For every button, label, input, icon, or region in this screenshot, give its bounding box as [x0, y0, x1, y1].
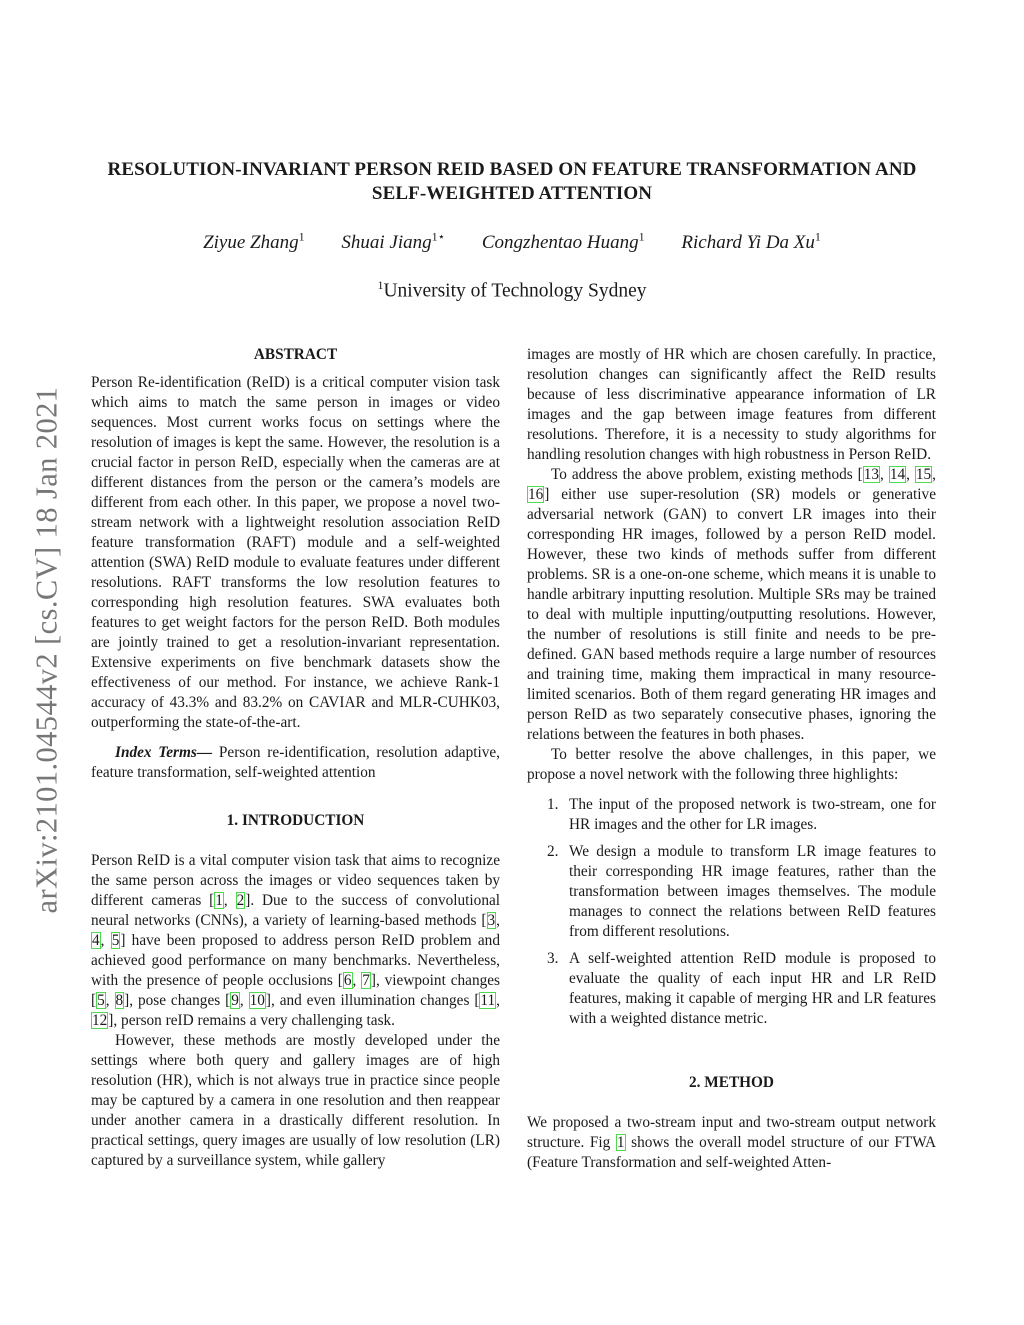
citation-link[interactable]: 7 [362, 972, 370, 989]
author-list [80, 230, 944, 254]
intro-heading: 1. INTRODUCTION [226, 812, 365, 829]
author: Richard Yi Da Xu$^1$ [681, 230, 821, 254]
abstract-text: Person Re-identification (ReID) is a critical computer vision task which aims to match the same person in images or video sequences. Most current works focus on settings where the resolution of images is kept the same. However, the resolution is a crucial factor in person ReID, especially when the cameras are at different distances from the person or the camera’s models are different from each other. In this paper, we propose a novel two-stream network with a lightweight resolution association ReID feature transformation (RAFT) module and a self-weighted attention (SWA) ReID module to evaluate features under different resolutions. RAFT transforms the low resolution features to corresponding high resolution features. SWA evaluates both features to get weight factors for the person ReID. Both modules are jointly trained to get a resolution-invariant representation. Extensive experiments on five benchmark datasets show the effectiveness of our method. For instance, we achieve Rank-1 accuracy of 43.3% and 83.2% on CAVIAR and MLR-CUHK03, outperforming the state-of-the-art. [91, 374, 500, 731]
intro-paragraph-5: To better resolve the above challenges, in this paper, we propose a novel network with the following three highlights: [527, 746, 936, 783]
method-paragraph-1: We proposed a two-stream input and two-stream output network structure. Fig 1 shows the overall model structure of our FTWA (Feature Transformation and self-weighted Atten- [527, 1114, 936, 1171]
highlights-list [527, 795, 936, 1029]
arxiv-side-label: arXiv:2101.04544v2 [cs.CV] 18 Jan 2021 [29, 386, 64, 914]
list-item: 3. A self-weighted attention ReID module is proposed to evaluate the quality of each input HR and LR ReID features, making it capable of merging HR and LR features with a weighted distance metric. [547, 950, 936, 1027]
citation-link[interactable]: 14 [889, 466, 906, 483]
title-line-2: SELF-WEIGHTED ATTENTION [371, 183, 653, 204]
citation-link[interactable]: 5 [111, 932, 120, 949]
citation-link[interactable]: 5 [97, 992, 105, 1009]
intro-paragraph-2: However, these methods are mostly developed under the settings where both query and gallery images are of high resolution (HR), which is not always true in practice since people may be captured by a camera in one resolution and then reappear under another camera in a drastically different resolution. In practical settings, query images are usually of low resolution (LR) captured by a surveillance system, while gallery [91, 1032, 500, 1169]
citation-link[interactable]: 4 [92, 932, 100, 949]
intro-paragraph-1: Person ReID is a vital computer vision task that aims to recognize the same person across the images or video sequences taken by different cameras [1, 2]. Due to the success of convolutional neural networks (CNNs), a variety of learning-based methods [3, 4, 5] have been proposed to address person ReID problem and achieved good performance on many benchmarks. Nevertheless, with the presence of people occlusions [6, 7], viewpoint changes [5, 8], pose changes [9, 10], and even illumination changes [11, 12], person reID remains a very challenging task. [91, 852, 501, 1029]
citation-link[interactable]: 1 [215, 892, 223, 909]
citation-link[interactable]: 12 [92, 1012, 108, 1029]
citation-link[interactable]: 15 [915, 466, 932, 483]
paper-title [80, 158, 944, 206]
author: Shuai Jiang$^{1⋆}$ [341, 230, 446, 254]
citation-link[interactable]: 13 [863, 466, 880, 483]
abstract-heading: ABSTRACT [253, 346, 338, 363]
author: Congzhentao Huang$^1$ [481, 230, 645, 254]
citation-link[interactable]: 2 [236, 892, 245, 909]
figure-link[interactable]: 1 [616, 1134, 625, 1151]
citation-link[interactable]: 3 [487, 912, 496, 929]
list-item: 1. The input of the proposed network is two-stream, one for HR images and the other for LR images. [547, 796, 936, 833]
left-column [91, 345, 500, 1171]
intro-paragraph-4: To address the above problem, existing methods [13, 14, 15, 16] either use super-resolution (SR) models or generative adversarial network (GAN) to convert LR images into their corresponding HR images, followed by a person ReID model. However, these two kinds of methods suffer from different problems. SR is a one-on-one scheme, which means it is unable to handle arbitrary inputting resolution. Multiple SRs may be trained to deal with multiple inputting/outputting resolutions. However, the number of resolutions is still finite and needs to be pre-defined. GAN based methods require a large number of resources and training time, making them impractical in many resource-limited scenarios. Both of them regard generating HR images and person ReID as two separately consecutive phases, ignoring the relations between the features in both phases. [527, 466, 936, 743]
citation-link[interactable]: 8 [115, 992, 124, 1009]
title-line-1: RESOLUTION-INVARIANT PERSON REID BASED ON FEATURE TRANSFORMATION AND [107, 159, 917, 180]
citation-link[interactable]: 11 [480, 992, 496, 1009]
citation-link[interactable]: 6 [343, 972, 352, 989]
list-item: 2. We design a module to transform LR image features to their corresponding HR image features, rather than the transformation between images themselves. The module manages to connect the relations between ReID features from different resolutions. [547, 843, 936, 940]
method-heading: 2. METHOD [689, 1074, 774, 1091]
intro-paragraph-3: images are mostly of HR which are chosen carefully. In practice, resolution changes can significantly affect the ReID results because of less discriminative appearance information of LR images and the gap between image features from different resolutions. Therefore, it is a necessity to study algorithms for handling resolution changes with high robustness in Person ReID. [527, 346, 936, 463]
citation-link[interactable]: 16 [528, 486, 544, 503]
affiliation: $^1$University of Technology Sydney [377, 278, 647, 302]
citation-link[interactable]: 10 [249, 992, 265, 1009]
index-terms: Index Terms— Person re-identification, resolution adaptive, feature transformation, self-weighted attention [91, 744, 500, 781]
author: Ziyue Zhang$^1$ [203, 230, 305, 254]
right-column [527, 345, 936, 1173]
citation-link[interactable]: 9 [231, 992, 239, 1009]
